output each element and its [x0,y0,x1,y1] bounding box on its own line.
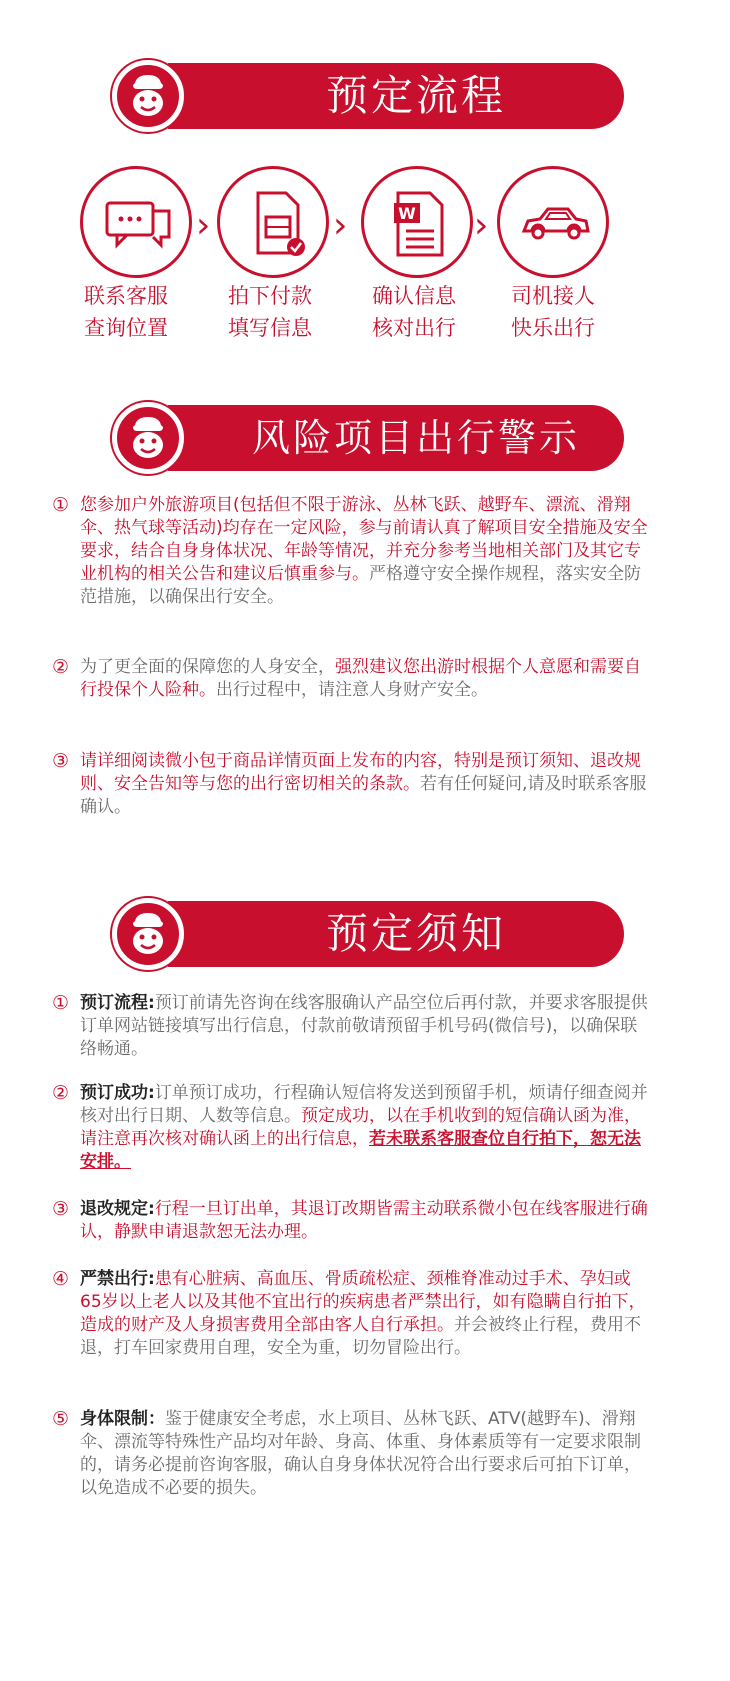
step-circle-pay [217,166,329,278]
step-label-pay: 拍下付款 填写信息 [228,284,312,340]
section-banner-process [112,60,624,132]
item-number: ③ [52,750,70,772]
risk-item-2: ② 为了更全面的保障您的人身安全，强烈建议您出游时根据个人意愿和需要自行投保个人险种。出行过程中，请注意人身财产安全。 [52,656,641,700]
banner-bar [168,405,624,471]
risk-item-1: ① 您参加户外旅游项目(包括但不限于游泳、丛林飞跃、越野车、漂流、滑翔伞、热气球等活动)均存在一定风险，参与前请认真了解项目安全措施及安全要求，结合自身身体状况、年龄等情况，并充分参考当地相关部门及其它专业机构的相关公告和建议后慎重参与。严格遵守安全操作规程，落实安全防范措施，以确保出行安全。 [52,494,648,607]
banner-bar [168,63,624,129]
step-circle-contact [80,166,192,278]
step-circle-pickup [497,166,609,278]
brand-logo [112,60,184,132]
sim-card-check-icon [240,189,312,261]
step-label-contact: 联系客服 查询位置 [84,284,168,340]
notice-item-4: ④ 严禁出行:患有心脏病、高血压、骨质疏松症、颈椎脊准动过手术、孕妇或65岁以上老人以及其他不宜出行的疾病患者严禁出行，如有隐瞒自行拍下，造成的财产及人身损害费用全部由客人自行承担。并会被终止行程，费用不退，打车回家费用自理，安全为重，切勿冒险出行。 [52,1268,646,1358]
chat-bubbles-icon [103,189,175,261]
chevron-right-icon: › [474,205,489,246]
section-title: 预定须知 [325,909,506,958]
item-number: ⑤ [52,1408,70,1430]
step-label-pickup: 司机接人 快乐出行 [511,284,595,340]
item-number: ④ [52,1268,70,1290]
item-number: ② [52,1082,70,1104]
section-title: 风险项目出行警示 [251,416,580,460]
risk-item-3: ③ 请详细阅读微小包于商品详情页面上发布的内容，特别是预订须知、退改规则、安全告知等与您的出行密切相关的条款。若有任何疑问,请及时联系客服确认。 [52,750,647,817]
item-number: ① [52,992,70,1014]
step-label-confirm: 确认信息 核对出行 [372,284,456,340]
svg-text:W: W [398,204,416,223]
notice-item-3: ③ 退改规定:行程一旦订出单，其退订改期皆需主动联系微小包在线客服进行确认，静默申请退款恕无法办理。 [52,1198,648,1242]
item-number: ③ [52,1198,70,1220]
brand-logo [112,898,184,970]
section-title: 预定流程 [325,71,506,120]
item-number: ② [52,656,70,678]
banner-bar [168,901,624,967]
brand-logo [112,402,184,474]
word-document-icon [384,189,456,261]
section-banner-notice [112,898,624,970]
notice-item-5: ⑤ 身体限制：鉴于健康安全考虑，水上项目、丛林飞跃、ATV(越野车)、滑翔伞、漂流等特殊性产品均对年龄、身高、体重、身体素质等有一定要求限制的，请务必提前咨询客服，确认自身身体状况符合出行要求后可拍下订单，以免造成不必要的损失。 [52,1408,641,1498]
chevron-right-icon: › [333,205,348,246]
item-number: ① [52,494,70,516]
section-banner-risk [112,402,624,474]
notice-item-2: ② 预订成功:订单预订成功，行程确认短信将发送到预留手机，烦请仔细查阅并核对出行日期、人数等信息。预定成功，以在手机收到的短信确认函为准，请注意再次核对确认函上的出行信息，若未联系客服查位自行拍下，恕无法安排。 [52,1082,648,1172]
chevron-right-icon: › [196,205,211,246]
notice-item-1: ① 预订流程:预订前请先咨询在线客服确认产品空位后再付款，并要求客服提供订单网站链接填写出行信息，付款前敬请预留手机号码(微信号)，以确保联络畅通。 [52,992,648,1059]
step-circle-confirm [361,166,473,278]
car-icon [520,189,592,261]
